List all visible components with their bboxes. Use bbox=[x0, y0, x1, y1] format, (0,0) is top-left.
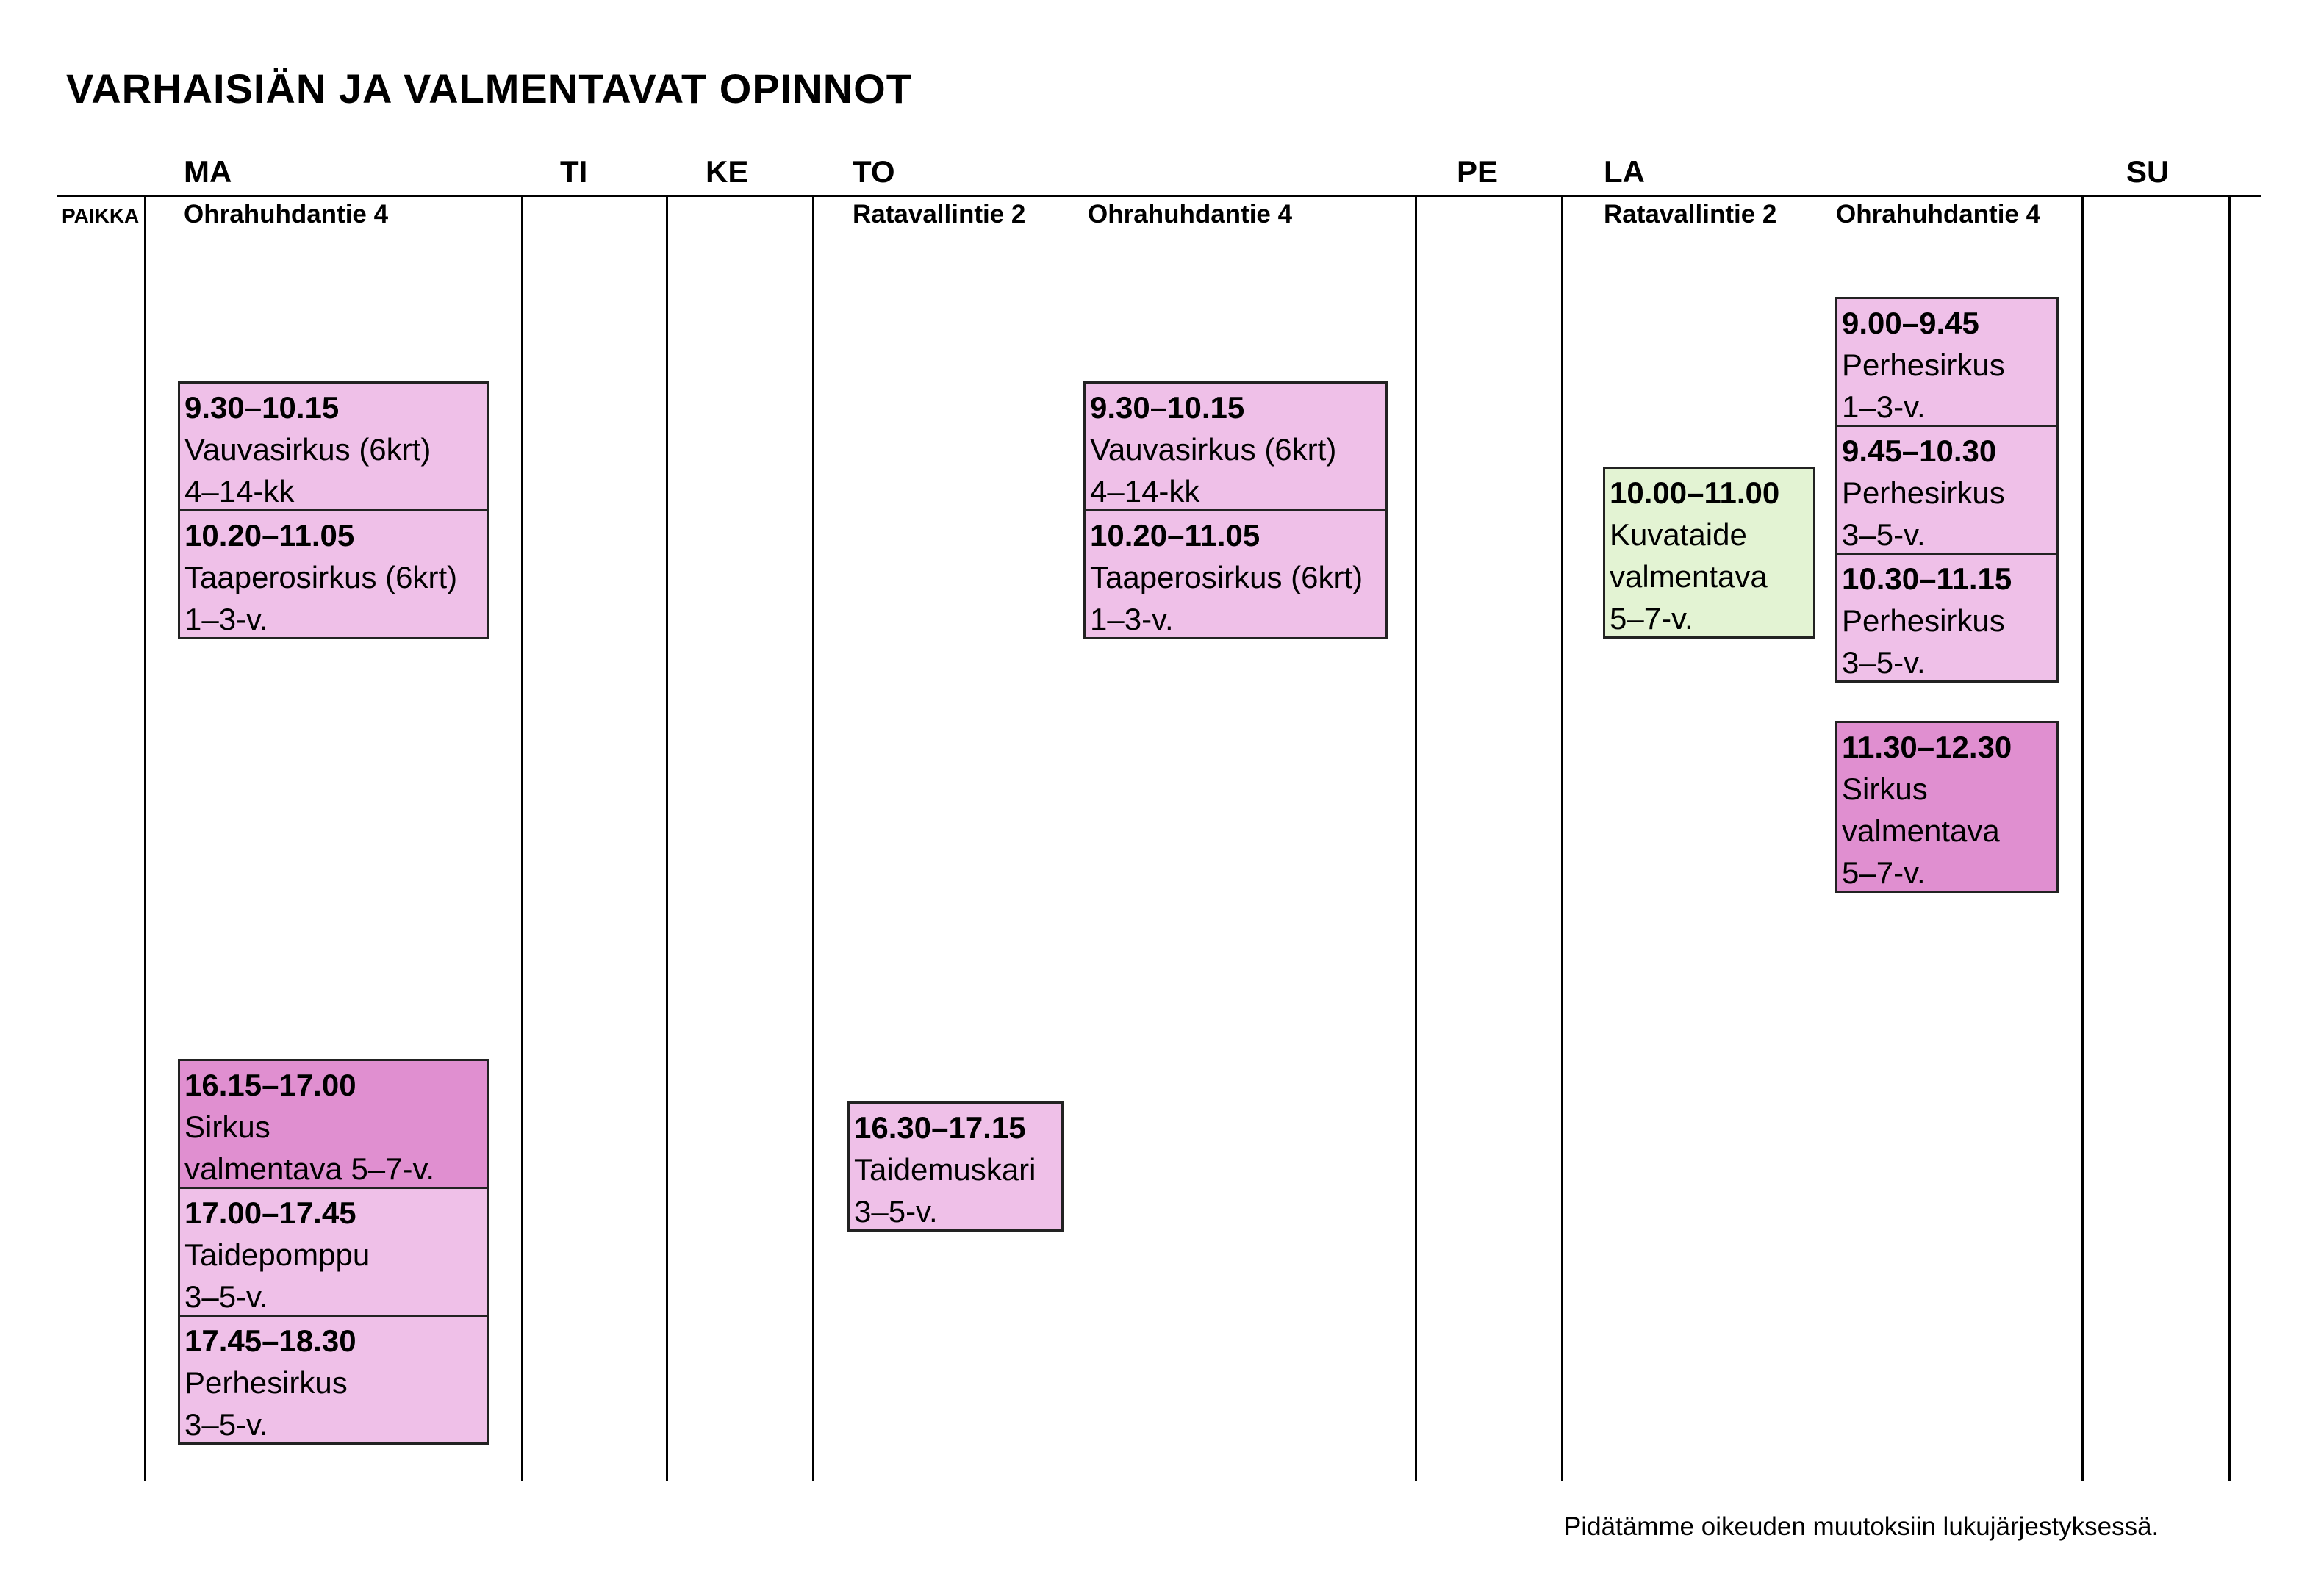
lesson-time: 16.30–17.15 bbox=[854, 1110, 1026, 1145]
column-divider bbox=[1561, 195, 1563, 1481]
lesson-age: 4–14-kk bbox=[1090, 474, 1200, 508]
column-divider bbox=[2228, 195, 2231, 1481]
lesson-age: 3–5-v. bbox=[1842, 645, 1926, 680]
lesson-age: 1–3-v. bbox=[184, 602, 268, 636]
lesson-name: Taidepomppu bbox=[184, 1237, 370, 1272]
lesson-age: 3–5-v. bbox=[854, 1194, 938, 1229]
lesson-age: valmentava 5–7-v. bbox=[184, 1151, 435, 1186]
lesson-time: 10.20–11.05 bbox=[184, 518, 355, 553]
lesson-name-line-2: valmentava bbox=[1610, 559, 1768, 594]
lesson-block bbox=[1835, 297, 2059, 427]
lesson-time: 9.30–10.15 bbox=[184, 390, 340, 425]
lesson-block bbox=[1083, 381, 1388, 511]
lesson-age: 3–5-v. bbox=[1842, 517, 1926, 552]
column-divider bbox=[144, 195, 146, 1481]
lesson-block bbox=[1835, 553, 2059, 683]
lesson-block bbox=[1835, 425, 2059, 555]
lesson-age: 5–7-v. bbox=[1610, 601, 1693, 636]
lesson-time: 17.45–18.30 bbox=[184, 1323, 356, 1358]
lesson-name: Perhesirkus bbox=[1842, 475, 2005, 510]
lesson-block bbox=[1083, 509, 1388, 639]
place-to-ratavallintie: Ratavallintie 2 bbox=[853, 200, 1026, 229]
lesson-name: Perhesirkus bbox=[184, 1365, 348, 1400]
lesson-age: 5–7-v. bbox=[1842, 855, 1926, 890]
lesson-time: 9.00–9.45 bbox=[1842, 306, 1979, 340]
lesson-block bbox=[1835, 721, 2059, 893]
column-divider bbox=[2081, 195, 2084, 1481]
lesson-age: 3–5-v. bbox=[184, 1279, 268, 1314]
column-divider bbox=[521, 195, 523, 1481]
lesson-name: Taaperosirkus (6krt) bbox=[1090, 560, 1363, 594]
lesson-name: Sirkus bbox=[184, 1110, 270, 1144]
lesson-age: 4–14-kk bbox=[184, 474, 295, 508]
place-la-ohrahuhdantie: Ohrahuhdantie 4 bbox=[1836, 200, 2041, 229]
lesson-block bbox=[178, 1059, 489, 1189]
lesson-time: 11.30–12.30 bbox=[1842, 730, 2012, 764]
day-header-ke: KE bbox=[706, 154, 749, 189]
lesson-time: 10.20–11.05 bbox=[1090, 518, 1260, 553]
lesson-block bbox=[178, 509, 489, 639]
day-header-ti: TI bbox=[560, 154, 588, 189]
lesson-block bbox=[178, 381, 489, 511]
lesson-block bbox=[1603, 467, 1815, 639]
lesson-time: 10.30–11.15 bbox=[1842, 561, 2012, 596]
place-ma: Ohrahuhdantie 4 bbox=[184, 200, 389, 229]
lesson-name: Vauvasirkus (6krt) bbox=[1090, 432, 1337, 467]
lesson-time: 9.45–10.30 bbox=[1842, 434, 1997, 468]
day-header-su: SU bbox=[2126, 154, 2170, 189]
place-to-ohrahuhdantie: Ohrahuhdantie 4 bbox=[1088, 200, 1293, 229]
lesson-block bbox=[178, 1187, 489, 1317]
lesson-block bbox=[178, 1315, 489, 1445]
lesson-name: Taidemuskari bbox=[854, 1152, 1036, 1187]
day-header-pe: PE bbox=[1457, 154, 1499, 189]
lesson-name: Kuvataide bbox=[1610, 517, 1747, 552]
lesson-name: Perhesirkus bbox=[1842, 348, 2005, 382]
lesson-age: 3–5-v. bbox=[184, 1407, 268, 1442]
lesson-time: 9.30–10.15 bbox=[1090, 390, 1245, 425]
column-divider bbox=[1415, 195, 1417, 1481]
footer-note: Pidätämme oikeuden muutoksiin lukujärjestyksessä. bbox=[1564, 1512, 2159, 1541]
day-header-la: LA bbox=[1604, 154, 1645, 189]
lesson-age: 1–3-v. bbox=[1842, 389, 1926, 424]
lesson-name: Sirkus bbox=[1842, 772, 1928, 806]
lesson-name: Perhesirkus bbox=[1842, 603, 2005, 638]
page-title: VARHAISIÄN JA VALMENTAVAT OPINNOT bbox=[66, 65, 912, 112]
header-divider bbox=[57, 195, 2261, 197]
row-label-paikka: PAIKKA bbox=[62, 204, 140, 227]
place-la-ratavallintie: Ratavallintie 2 bbox=[1604, 200, 1777, 229]
column-divider bbox=[812, 195, 814, 1481]
lesson-name-line-2: valmentava bbox=[1842, 813, 2000, 848]
lesson-time: 10.00–11.00 bbox=[1610, 475, 1780, 510]
column-divider bbox=[666, 195, 668, 1481]
day-header-ma: MA bbox=[184, 154, 232, 189]
lesson-age: 1–3-v. bbox=[1090, 602, 1174, 636]
day-header-to: TO bbox=[853, 154, 895, 189]
lesson-time: 17.00–17.45 bbox=[184, 1196, 356, 1230]
lesson-time: 16.15–17.00 bbox=[184, 1068, 356, 1102]
lesson-name: Vauvasirkus (6krt) bbox=[184, 432, 431, 467]
lesson-name: Taaperosirkus (6krt) bbox=[184, 560, 458, 594]
lesson-block bbox=[847, 1101, 1064, 1232]
